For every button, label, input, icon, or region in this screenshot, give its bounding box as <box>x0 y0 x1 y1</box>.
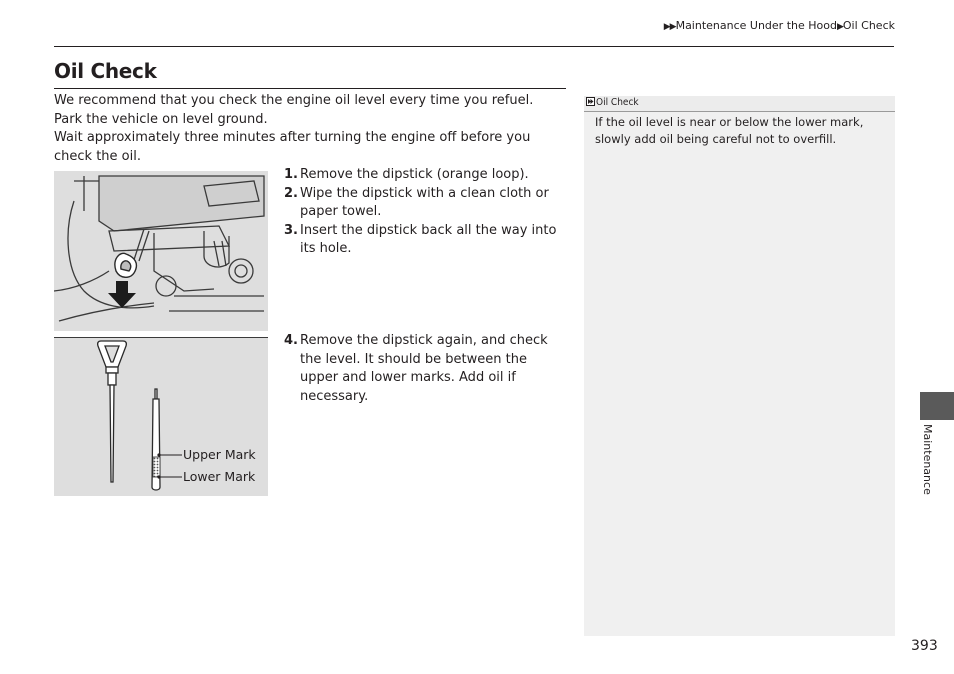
note-heading-text: Oil Check <box>596 97 639 108</box>
section-tab-label: Maintenance <box>921 424 934 495</box>
lower-mark-label: Lower Mark <box>183 469 256 484</box>
note-reference-icon <box>586 97 595 106</box>
step-text: Insert the dipstick back all the way into its hole. <box>300 222 557 257</box>
intro-text <box>54 92 566 166</box>
page-number: 393 <box>911 638 938 654</box>
steps-group-b <box>284 332 566 406</box>
step-item <box>284 332 566 406</box>
note-panel <box>584 96 895 636</box>
note-body: If the oil level is near or below the lower mark, slowly add oil being careful not to overfill. <box>595 115 864 146</box>
steps-group-a <box>284 166 566 259</box>
intro-paragraph: Wait approximately three minutes after turning the engine off before you check the oil. <box>54 130 531 164</box>
header-rule <box>54 46 894 47</box>
step-text: Wipe the dipstick with a clean cloth or paper towel. <box>300 185 549 220</box>
page-title: Oil Check <box>54 59 157 83</box>
upper-mark-label: Upper Mark <box>183 447 256 462</box>
step-text: Remove the dipstick (orange loop). <box>300 167 529 182</box>
breadcrumb-arrow-icon: ▶ <box>836 22 843 32</box>
step-item <box>284 222 566 259</box>
breadcrumb-section[interactable]: Maintenance Under the Hood <box>675 19 837 32</box>
breadcrumb-arrow-icon: ▶▶ <box>663 22 676 32</box>
breadcrumb <box>664 19 895 32</box>
step-number: 2. <box>284 185 298 201</box>
step-number: 4. <box>284 333 298 348</box>
step-item <box>284 166 566 185</box>
title-rule <box>54 88 566 89</box>
step-item <box>284 185 566 222</box>
step-text: Remove the dipstick again, and check the level. It should be between the upper and lower marks. Add oil if necessary. <box>300 333 548 404</box>
step-number: 3. <box>284 222 298 238</box>
step-number: 1. <box>284 167 298 182</box>
note-heading <box>584 96 895 112</box>
engine-bay-illustration <box>54 171 268 331</box>
intro-paragraph: We recommend that you check the engine oil level every time you refuel. <box>54 93 534 108</box>
intro-paragraph: Park the vehicle on level ground. <box>54 111 268 127</box>
dipstick-illustration <box>54 337 268 496</box>
breadcrumb-page: Oil Check <box>842 19 895 32</box>
section-tab[interactable] <box>920 392 954 420</box>
